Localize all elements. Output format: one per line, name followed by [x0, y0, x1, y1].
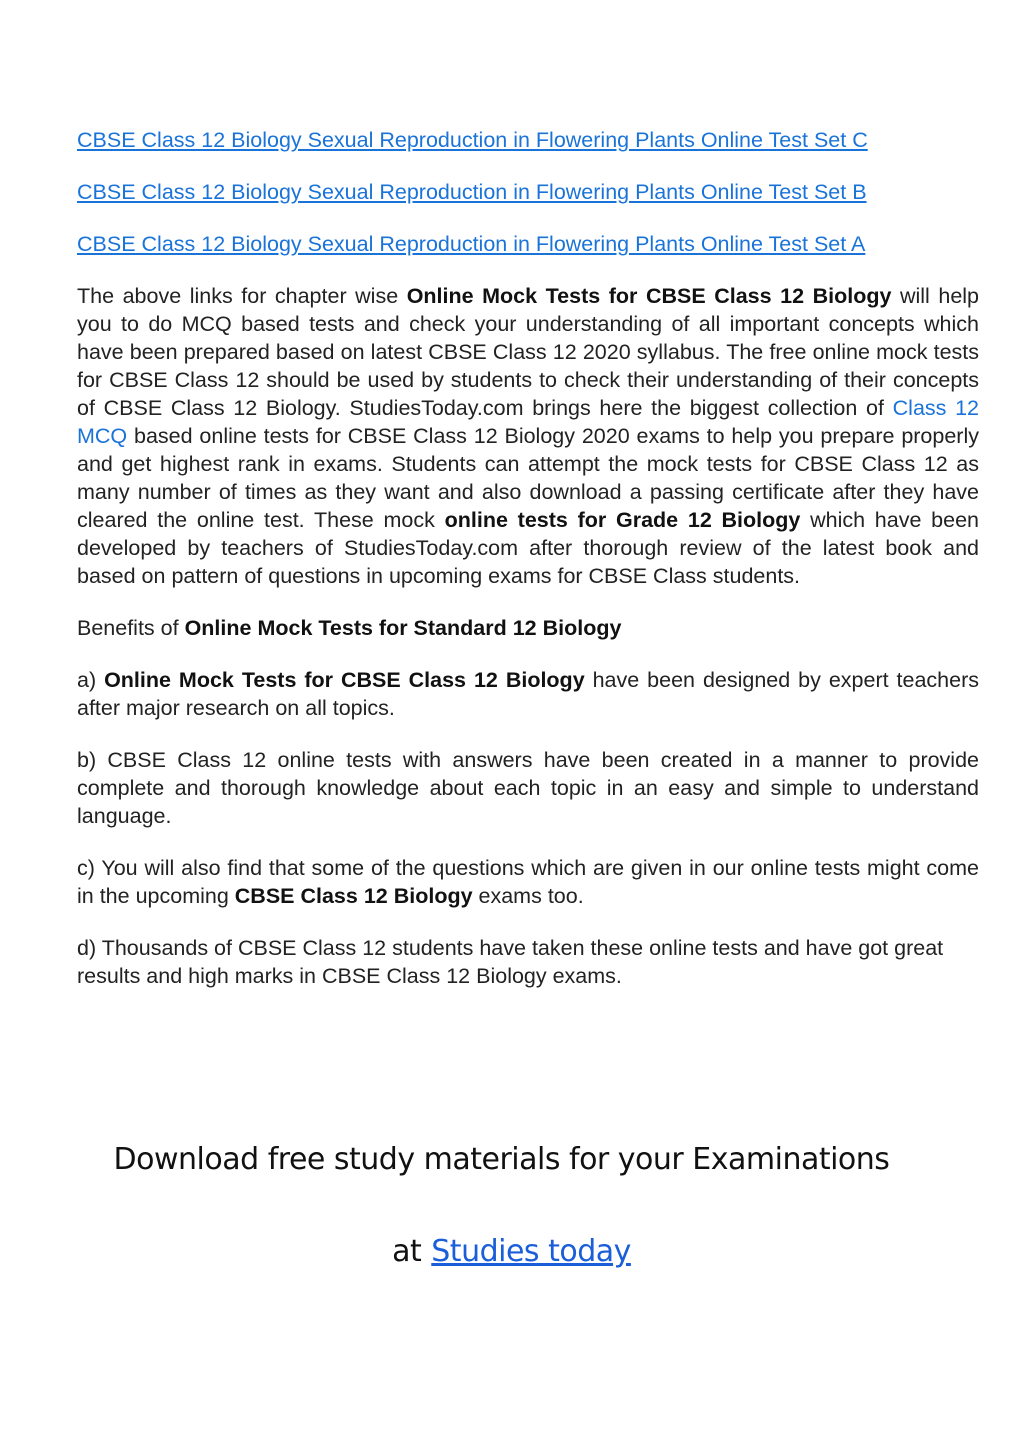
benefits-heading: Benefits of Online Mock Tests for Standard 12 Biology — [77, 616, 622, 640]
document-content — [77, 126, 979, 1014]
benefit-b: b) CBSE Class 12 online tests with answers have been created in a manner to provide complete and thorough knowledge about each topic in an easy and simple to understand language. — [77, 748, 979, 828]
benefit-d: d) Thousands of CBSE Class 12 students have taken these online tests and have got great results and high marks in CBSE Class 12 Biology exams. — [77, 936, 944, 988]
class-12-mcq-link[interactable]: Class 12 MCQ — [77, 396, 979, 448]
footer-site-line: at Studies today — [392, 1234, 631, 1269]
studies-today-link[interactable]: Studies today — [431, 1234, 631, 1269]
download-banner-text: Download free study materials for your Examinations — [113, 1142, 890, 1177]
intro-bold-mock-tests: Online Mock Tests for CBSE Class 12 Biology — [406, 284, 892, 308]
intro-paragraph: The above links for chapter wise Online Mock Tests for CBSE Class 12 Biology will help you to do MCQ based tests and check your understanding of all important concepts which have been prepared based on latest CBSE Class 12 2020 syllabus. The free online mock tests for CBSE Class 12 should be used by students to check their understanding of their concepts of CBSE Class 12 Biology. StudiesToday.com brings here the biggest collection of Class 12 MCQ based online tests for CBSE Class 12 Biology 2020 exams to help you prepare properly and get highest rank in exams. Students can attempt the mock tests for CBSE Class 12 as many number of times as they want and also download a passing certificate after they have cleared the online test. These mock online tests for Grade 12 Biology which have been developed by teachers of StudiesToday.com after thorough review of the latest book and based on pattern of questions in upcoming exams for CBSE Class students. — [77, 284, 980, 588]
online-test-set-b-link[interactable]: CBSE Class 12 Biology Sexual Reproduction in Flowering Plants Online Test Set B — [77, 180, 867, 204]
online-test-set-a-link[interactable]: CBSE Class 12 Biology Sexual Reproduction in Flowering Plants Online Test Set A — [77, 232, 866, 256]
online-test-set-c-link[interactable]: CBSE Class 12 Biology Sexual Reproduction in Flowering Plants Online Test Set C — [77, 128, 868, 152]
benefit-c: c) You will also find that some of the questions which are given in our online tests might come in the upcoming CBSE Class 12 Biology exams too. — [77, 856, 979, 908]
benefit-a: a) Online Mock Tests for CBSE Class 12 Biology have been designed by expert teachers after major research on all topics. — [77, 668, 979, 720]
intro-bold-grade-12: online tests for Grade 12 Biology — [444, 508, 801, 532]
